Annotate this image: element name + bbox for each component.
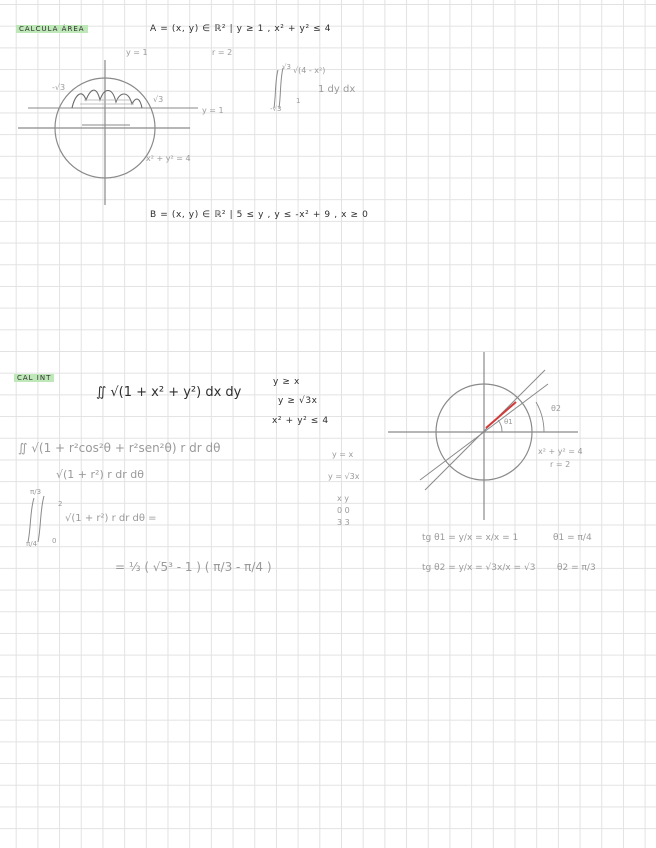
label-circle-eq: x² + y² = 4 [146,154,191,163]
label-neg-sqrt3: -√3 [52,83,66,92]
label-theta2: θ2 [551,404,561,413]
polar-circle-label: x² + y² = 4 [538,447,583,456]
area-int-integrand: 1 dy dx [318,84,356,95]
tg-theta1: tg θ1 = y/x = x/x = 1 [422,533,519,543]
label-r2: r = 2 [212,48,233,57]
polar-line-1: ∬ √(1 + r²cos²θ + r²sen²θ) r dr dθ [18,441,221,455]
iter-lower-r: 0 [52,537,57,545]
area-int-lower: -√3 [270,105,282,113]
main-integral: ∬ √(1 + x² + y²) dx dy [96,385,242,400]
set-b-definition: B = (x, y) ∈ ℝ² | 5 ≤ y , y ≤ -x² + 9 , x ≥ 0 [150,210,369,220]
iter-lower-theta: π/4 [26,540,38,548]
label-y1-top: y = 1 [126,48,148,57]
label-y1-side: y = 1 [202,106,224,115]
condition-1: y ≥ x [273,377,300,387]
table-header: x y [337,494,350,503]
set-a-definition: A = (x, y) ∈ ℝ² | y ≥ 1 , x² + y² ≤ 4 [150,24,332,34]
condition-3: x² + y² ≤ 4 [272,416,329,426]
iter-upper-theta: π/3 [30,488,42,496]
line-label-2: y = √3x [328,472,360,481]
table-row-1: 0 0 [337,506,350,515]
polar-radius-label: r = 2 [550,460,571,469]
area-int-inner-lower: 1 [296,97,301,105]
int-title: CAL INT [14,374,54,382]
table-row-2: 3 3 [337,518,350,527]
condition-2: y ≥ √3x [278,396,318,406]
label-theta1: θ1 [504,418,513,426]
theta2-value: θ2 = π/3 [557,563,596,573]
iter-upper-r: 2 [58,500,63,508]
area-int-upper: √3 [282,63,291,71]
final-result: = ⅓ ( √5³ - 1 ) ( π/3 - π/4 ) [115,560,272,574]
area-title: CALCULA ÁREA [16,25,88,33]
line-label-1: y = x [332,450,354,459]
tg-theta2: tg θ2 = y/x = √3x/x = √3 [422,563,536,573]
polar-line-2: √(1 + r²) r dr dθ [56,468,144,481]
area-int-inner-upper: √(4 - x²) [293,66,326,75]
iter-integrand: √(1 + r²) r dr dθ = [65,513,157,524]
theta1-value: θ1 = π/4 [553,533,592,543]
label-sqrt3: √3 [153,95,164,104]
